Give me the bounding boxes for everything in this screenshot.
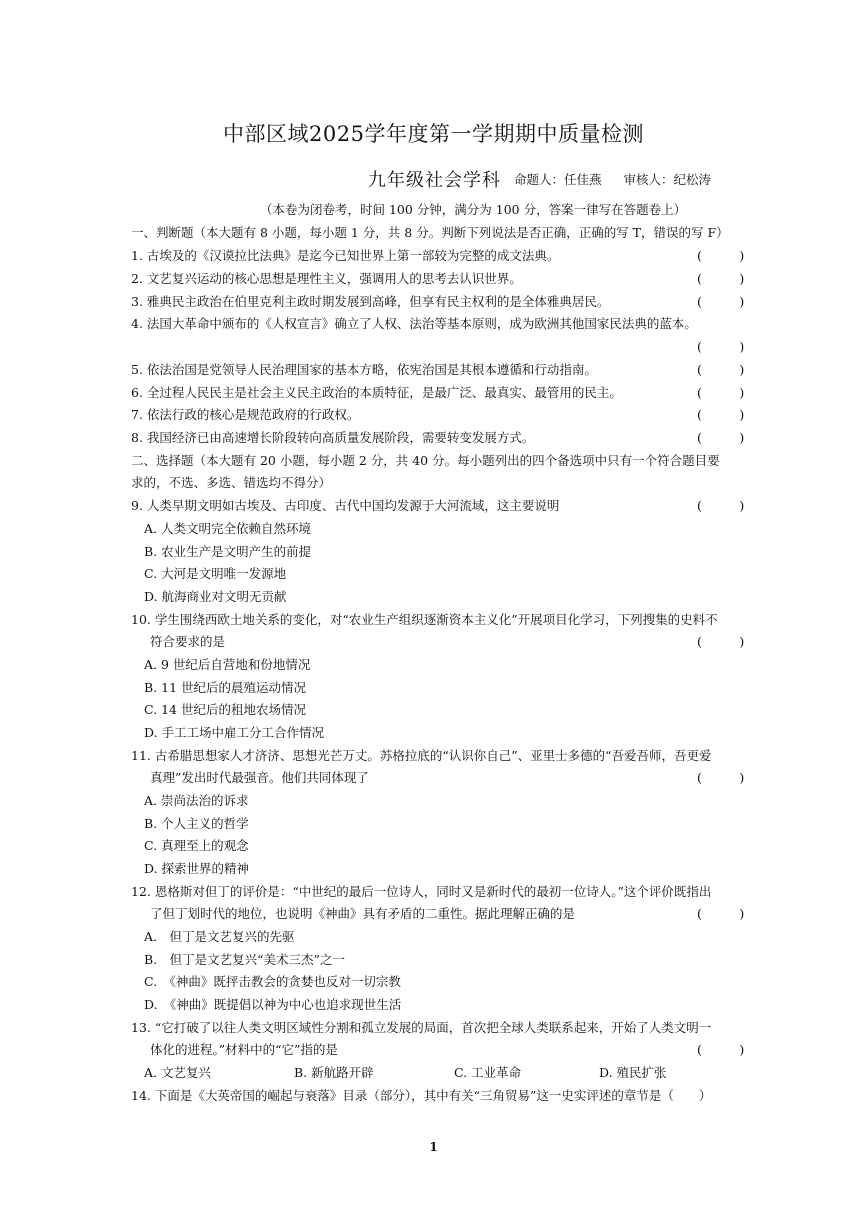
answer-paren: ( )	[697, 248, 745, 263]
judge-item-2: 2. 文艺复兴运动的核心思想是理性主义，强调用人的思考去认识世界。	[131, 271, 522, 286]
q10-option-c: C. 14 世纪后的租地农场情况	[144, 702, 306, 717]
answer-paren: ( )	[697, 634, 745, 649]
reviewer: 审核人：纪松涛	[623, 172, 712, 187]
section2-heading: 二、选择题（本大题有 20 小题，每小题 2 分，共 40 分。每小题列出的四个备选项中只有一个符合题目要	[131, 453, 720, 468]
q10-option-d: D. 手工工场中雇工分工合作情况	[144, 725, 325, 740]
q12-option-a: A. 但丁是文艺复兴的先驱	[144, 929, 295, 944]
judge-item-8: 8. 我国经济已由高速增长阶段转向高质量发展阶段，需要转变发展方式。	[131, 430, 535, 445]
question-9-stem: 9. 人类早期文明如古埃及、古印度、古代中国均发源于大河流域，这主要说明	[131, 498, 560, 513]
answer-paren: ( )	[697, 294, 745, 309]
answer-paren: ( )	[697, 906, 745, 921]
subject-name: 九年级社会学科	[368, 170, 501, 191]
subject-row	[0, 166, 867, 190]
q13-option-c: C. 工业革命	[454, 1065, 522, 1080]
q13-option-b: B. 新航路开辟	[294, 1065, 374, 1080]
answer-paren: ( )	[697, 770, 745, 785]
author: 命题人：任佳燕	[514, 172, 602, 187]
section1-heading: 一、判断题（本大题有 8 小题，每小题 1 分，共 8 分。判断下列说法是否正确，正确的写 T，错误的写 F）	[131, 225, 729, 240]
exam-title: 中部区域2025学年度第一学期期中质量检测	[223, 122, 644, 146]
authors	[514, 170, 729, 188]
q9-option-d: D. 航海商业对文明无贡献	[144, 589, 287, 604]
judge-item-7: 7. 依法行政的核心是规范政府的行政权。	[131, 407, 360, 422]
q11-option-b: B. 个人主义的哲学	[144, 816, 249, 831]
answer-paren: ( )	[697, 385, 745, 400]
question-11-stem-cont: 真理”发出时代最强音。他们共同体现了	[150, 770, 369, 785]
question-12-stem-cont: 了但丁划时代的地位，也说明《神曲》具有矛盾的二重性。据此理解正确的是	[150, 906, 576, 921]
answer-paren: ( )	[697, 339, 745, 354]
question-11-stem: 11. 古希腊思想家人才济济、思想光芒万丈。苏格拉底的“认识你自己”、亚里士多德的“吾爱吾师，吾更爱	[131, 748, 712, 763]
judge-item-1: 1. 古埃及的《汉谟拉比法典》是迄今已知世界上第一部较为完整的成文法典。	[131, 248, 560, 263]
q11-option-a: A. 崇尚法治的诉求	[144, 793, 249, 808]
section2-heading-cont: 求的，不选、多选、错选均不得分）	[131, 475, 332, 490]
question-13-stem-cont: 体化的进程。”材料中的“它”指的是	[150, 1042, 338, 1057]
answer-paren: ( )	[697, 362, 745, 377]
question-10-stem-cont: 符合要求的是	[150, 634, 226, 649]
q12-option-d: D. 《神曲》既提倡以神为中心也追求现世生活	[144, 997, 402, 1012]
answer-paren: ( )	[697, 1042, 745, 1057]
question-12-stem: 12. 恩格斯对但丁的评价是：“中世纪的最后一位诗人，同时又是新时代的最初一位诗人。”这个评价既指出	[131, 884, 712, 899]
judge-item-3: 3. 雅典民主政治在伯里克利主政时期发展到高峰，但享有民主权利的是全体雅典居民。	[131, 294, 610, 309]
judge-item-4: 4. 法国大革命中颁布的《人权宣言》确立了人权、法治等基本原则，成为欧洲其他国家民法典的蓝本。	[131, 316, 697, 331]
answer-paren: ( )	[697, 407, 745, 422]
answer-paren: ( )	[697, 430, 745, 445]
q9-option-c: C. 大河是文明唯一发源地	[144, 566, 287, 581]
judge-item-6: 6. 全过程人民民主是社会主义民主政治的本质特征，是最广泛、最真实、最管用的民主。	[131, 385, 622, 400]
q11-option-c: C. 真理至上的观念	[144, 838, 249, 853]
q12-option-b: B. 但丁是文艺复兴“美术三杰”之一	[144, 952, 345, 967]
q9-option-a: A. 人类文明完全依赖自然环境	[144, 521, 311, 536]
q13-option-a: A. 文艺复兴	[144, 1065, 211, 1080]
page-number: 1	[429, 1140, 438, 1154]
answer-paren: ( )	[697, 271, 745, 286]
q12-option-c: C. 《神曲》既抨击教会的贪婪也反对一切宗教	[144, 974, 401, 989]
q10-option-b: B. 11 世纪后的晨殖运动情况	[144, 680, 307, 695]
q9-option-b: B. 农业生产是文明产生的前提	[144, 544, 312, 559]
q11-option-d: D. 探索世界的精神	[144, 861, 250, 876]
q13-option-d: D. 殖民扩张	[599, 1065, 667, 1080]
question-13-stem: 13. “它打破了以往人类文明区域性分割和孤立发展的局面，首次把全球人类联系起来，开始了人类文明一	[131, 1020, 712, 1035]
question-14-stem: 14. 下面是《大英帝国的崛起与衰落》目录（部分），其中有关“三角贸易”这一史实评述的章节是（ ）	[131, 1088, 712, 1103]
exam-note: （本卷为闭卷考，时间 100 分钟，满分为 100 分，答案一律写在答题卷上）	[260, 202, 687, 217]
answer-paren: ( )	[697, 498, 745, 513]
question-10-stem: 10. 学生围绕西欧土地关系的变化，对“农业生产组织逐渐资本主义化”开展项目化学习，下列搜集的史料不	[131, 612, 718, 627]
q10-option-a: A. 9 世纪后自营地和份地情况	[144, 657, 311, 672]
judge-item-5: 5. 依法治国是党领导人民治理国家的基本方略，依宪治国是其根本遵循和行动指南。	[131, 362, 597, 377]
